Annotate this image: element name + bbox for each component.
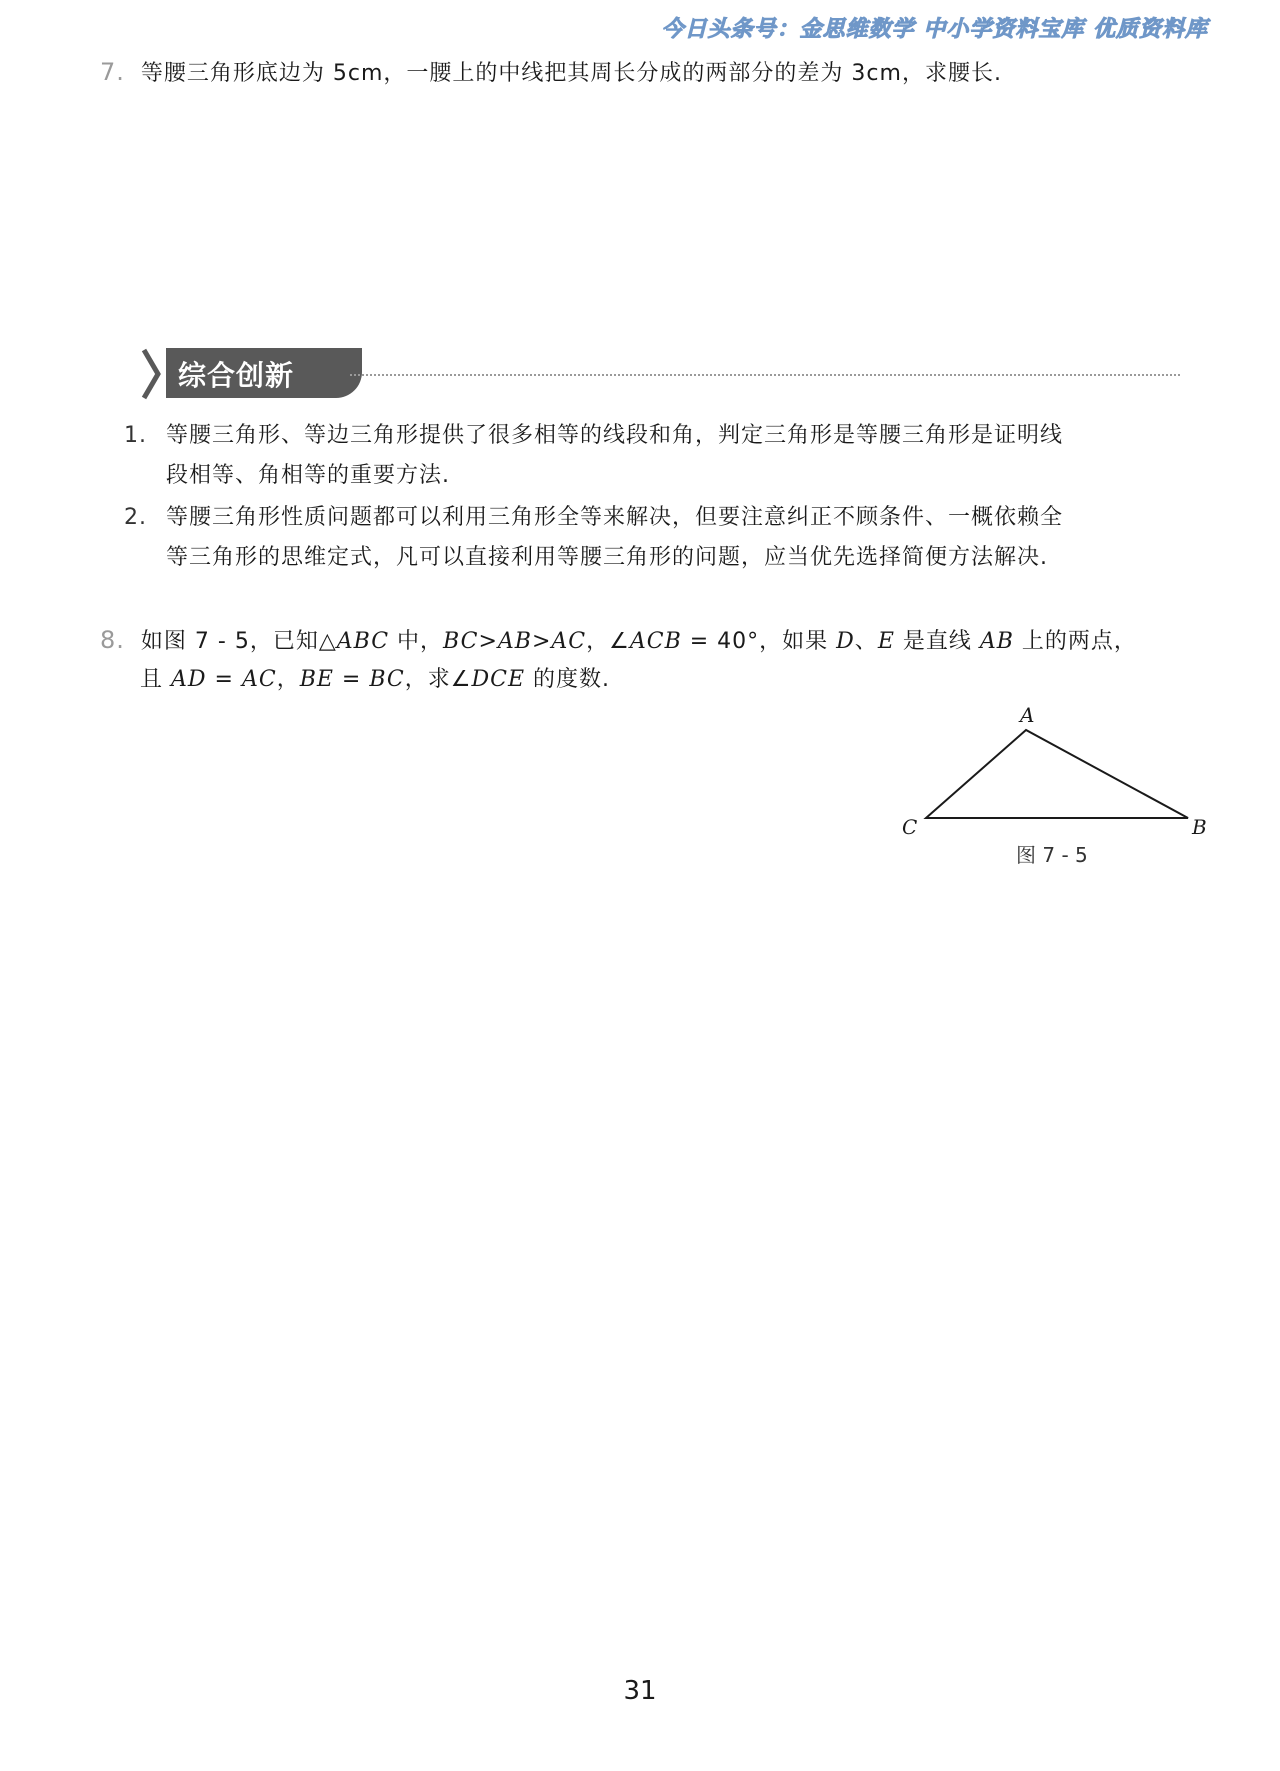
q8-math: AD	[171, 667, 207, 692]
question-7	[100, 52, 1002, 94]
question-8-number: 8.	[100, 626, 125, 654]
vertex-label-a: A	[1020, 703, 1035, 727]
q8-text: 的度数.	[525, 667, 611, 692]
q8-text: ，求∠	[404, 667, 472, 692]
question-8	[100, 620, 1137, 662]
tip-1-number: 1.	[124, 423, 147, 448]
q8-math: BC>AB>AC	[443, 629, 587, 654]
q8-text: 、	[854, 629, 878, 654]
page-number: 31	[623, 1676, 657, 1706]
triangle-abc	[926, 730, 1188, 818]
q8-math: ACB	[629, 629, 682, 654]
q8-text: 中，	[389, 629, 444, 654]
q8-math: AC	[241, 667, 277, 692]
q8-text: ，	[276, 667, 300, 692]
q8-text: 上的两点，	[1013, 629, 1137, 654]
question-7-text: 等腰三角形底边为 5cm，一腰上的中线把其周长分成的两部分的差为 3cm，求腰长.	[140, 61, 1002, 86]
q8-math: ABC	[336, 629, 390, 654]
question-8-line1	[141, 629, 1137, 654]
q8-math: BE	[299, 667, 334, 692]
q8-math: AB	[979, 629, 1014, 654]
tip-1-line2: 段相等、角相等的重要方法.	[166, 463, 450, 488]
q8-math: E	[877, 629, 895, 654]
section-divider	[350, 374, 1180, 376]
question-8-line2	[140, 660, 610, 700]
section-title: 综合创新	[178, 359, 295, 392]
question-7-number: 7.	[100, 58, 125, 86]
q8-text: 且	[140, 667, 171, 692]
tip-1-line1: 等腰三角形、等边三角形提供了很多相等的线段和角，判定三角形是等腰三角形是证明线	[166, 423, 1064, 448]
q8-math: BC	[369, 667, 405, 692]
tip-1	[124, 416, 1184, 496]
tip-2-line2: 等三角形的思维定式，凡可以直接利用等腰三角形的问题，应当优先选择简便方法解决.	[166, 545, 1048, 570]
q8-text: 如图 7 - 5，已知△	[140, 629, 337, 654]
q8-text: 是直线	[894, 629, 980, 654]
figure-caption: 图 7 - 5	[1016, 843, 1088, 867]
q8-math: DCE	[471, 667, 526, 692]
tip-2-number: 2.	[124, 505, 147, 530]
q8-math: D	[836, 629, 855, 654]
vertex-label-b: B	[1192, 815, 1207, 839]
vertex-label-c: C	[902, 815, 918, 839]
tip-2	[124, 498, 1184, 578]
section-header	[140, 346, 1180, 402]
q8-text: =	[206, 667, 242, 692]
q8-text: = 40°，如果	[681, 629, 837, 654]
watermark: 今日头条号：金思维数学 中小学资料宝库 优质资料库	[661, 17, 1208, 42]
q8-text: =	[333, 667, 370, 692]
tip-2-line1: 等腰三角形性质问题都可以利用三角形全等来解决，但要注意纠正不顾条件、一概依赖全	[166, 505, 1064, 530]
figure-7-5	[880, 690, 1220, 880]
q8-text: ，∠	[586, 629, 630, 654]
